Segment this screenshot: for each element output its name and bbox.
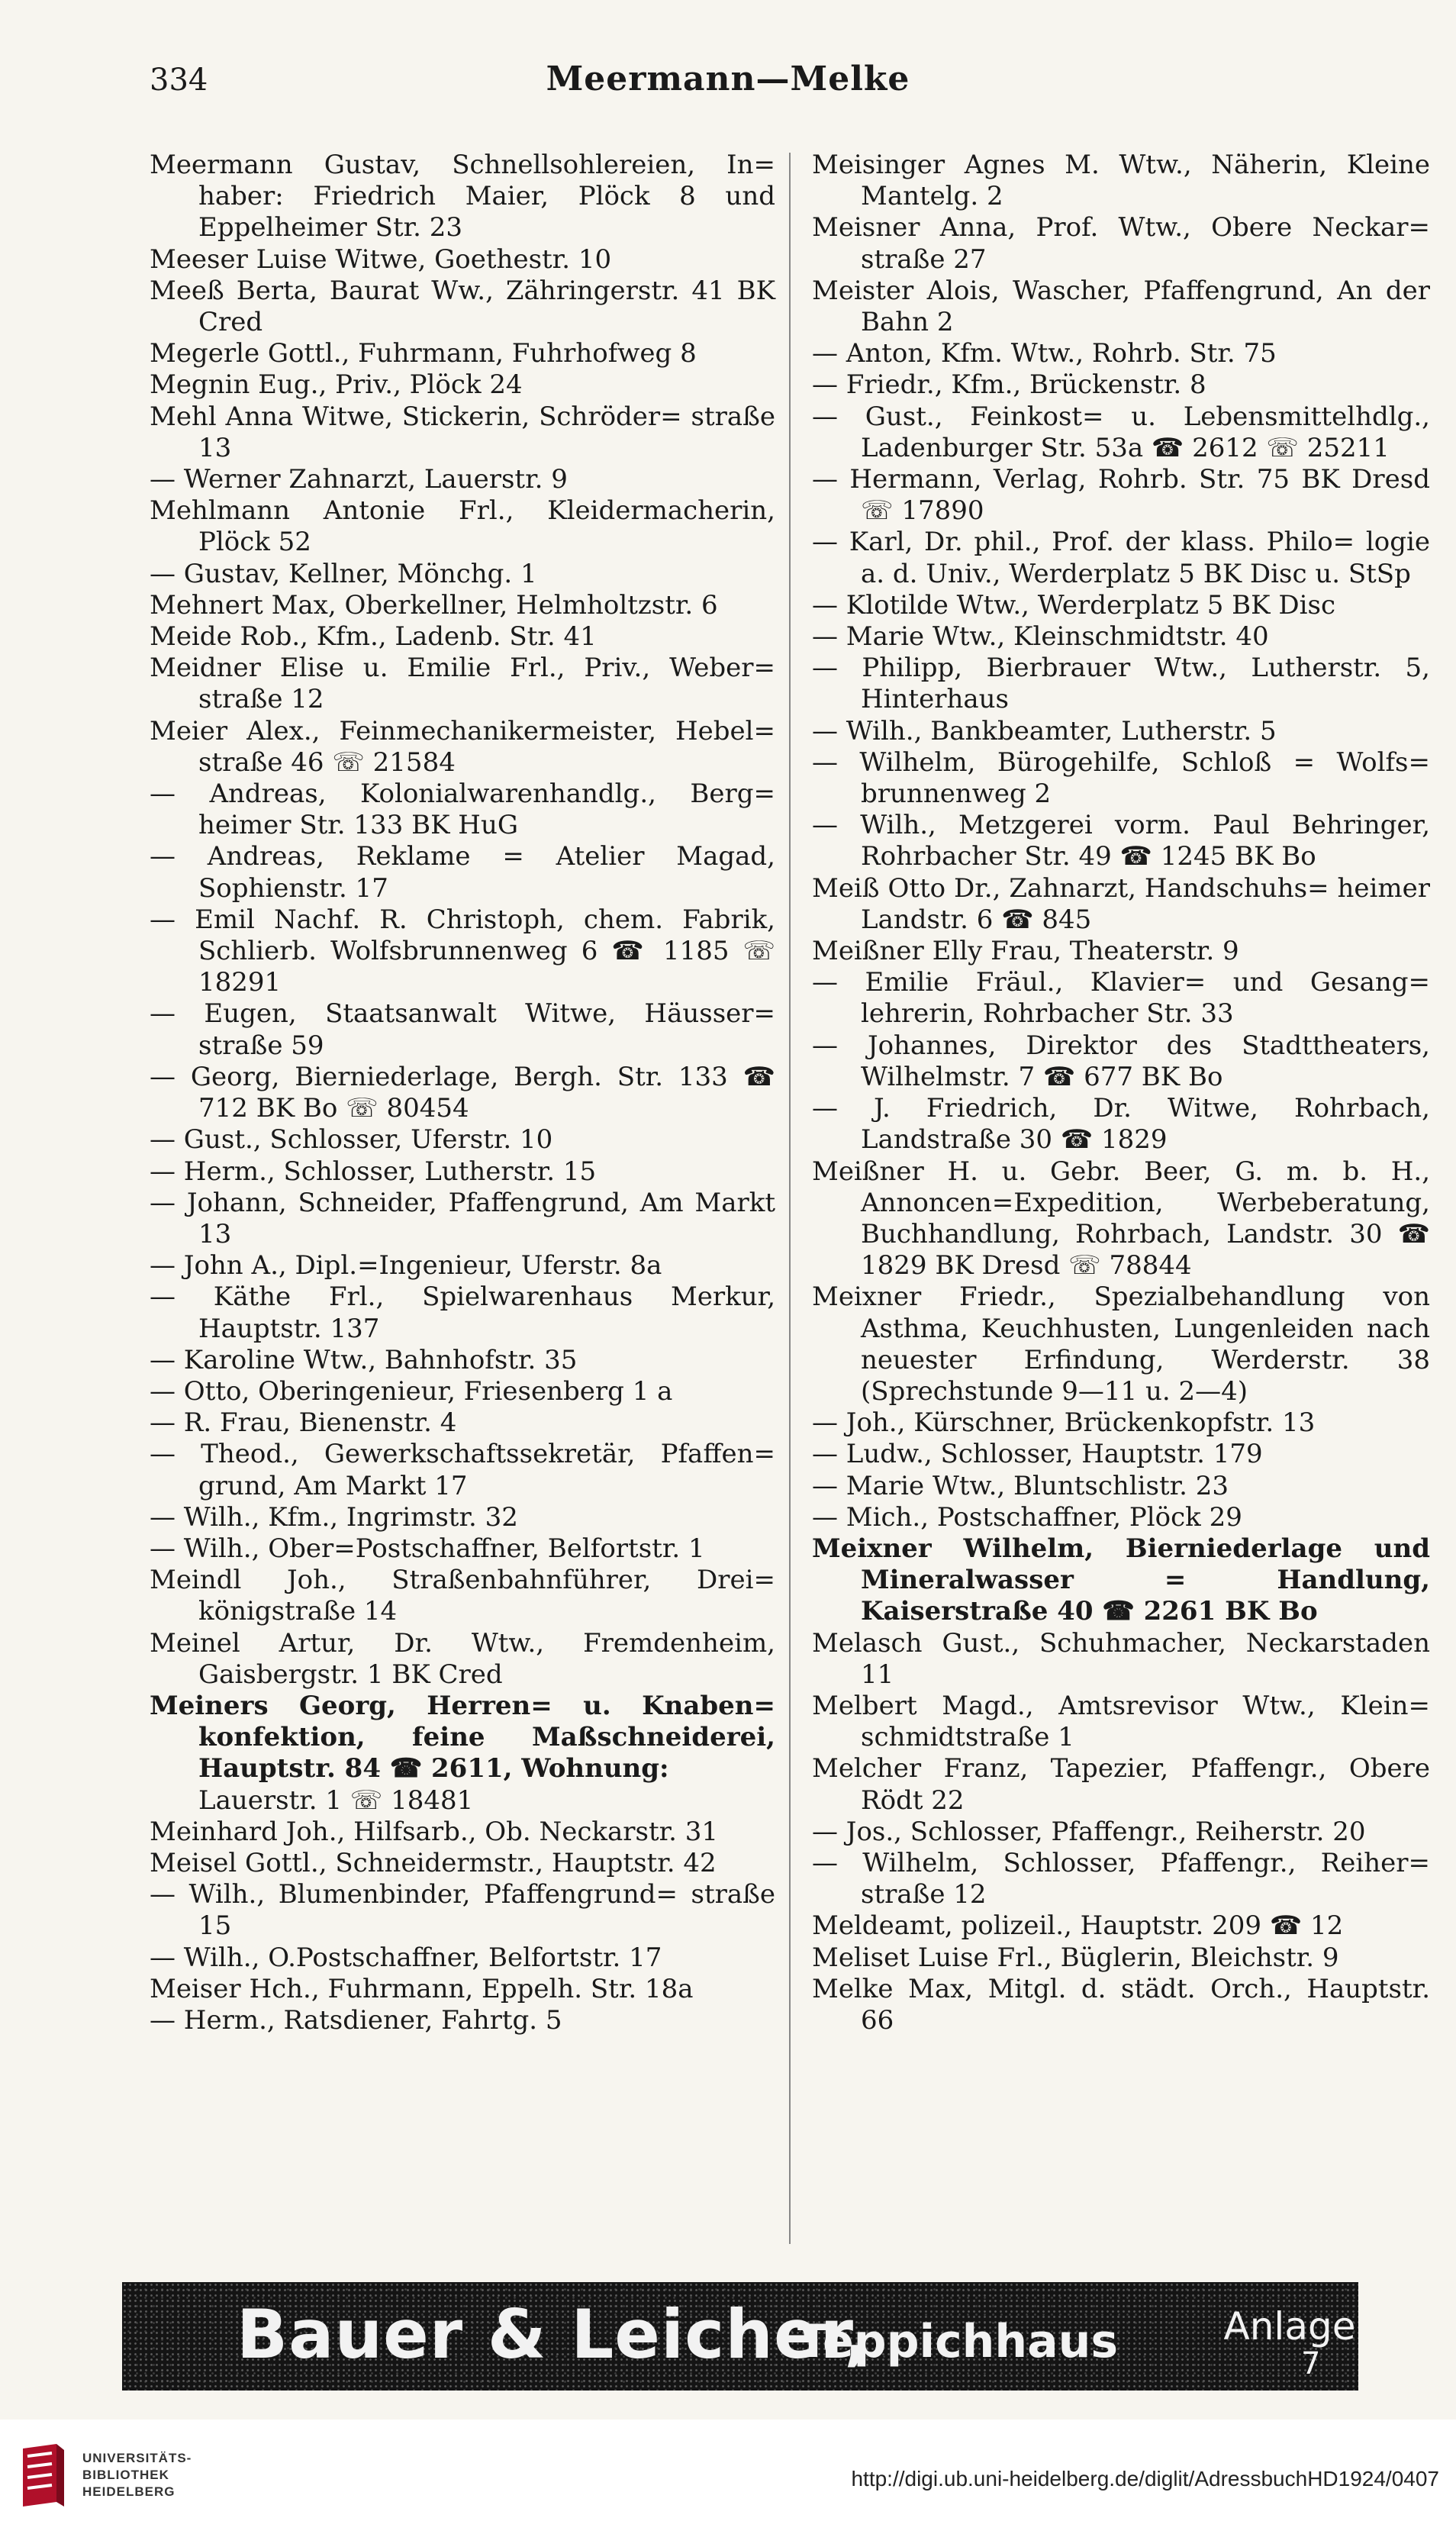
directory-entry: Meldeamt, polizeil., Hauptstr. 209 ☎ 12 xyxy=(812,1910,1344,1942)
directory-entry: Megnin Eug., Priv., Plöck 24 xyxy=(150,369,523,401)
directory-entry: — Joh., Kürschner, Brückenkopfstr. 13 xyxy=(812,1407,1316,1439)
directory-entry: — Jos., Schlosser, Pfaffengr., Reiherstr. 20 xyxy=(812,1816,1366,1847)
directory-entry: — Andreas, Reklame = Atelier Magad, Sophienstr. 17 xyxy=(150,841,784,904)
directory-entry: — Werner Zahnarzt, Lauerstr. 9 xyxy=(150,464,568,495)
directory-entry: Megerle Gottl., Fuhrmann, Fuhrhofweg 8 xyxy=(150,338,697,369)
directory-entry: — Johann, Schneider, Pfaffengrund, Am Markt 13 xyxy=(150,1187,784,1249)
logo-line-3: HEIDELBERG xyxy=(82,2484,176,2499)
directory-entry: Melbert Magd., Amtsrevisor Wtw., Klein= schmidtstraße 1 xyxy=(812,1690,1438,1753)
directory-entry: Lauerstr. 1 ☏ 18481 xyxy=(198,1784,474,1816)
directory-entry: — Wilh., Blumenbinder, Pfaffengrund= straße 15 xyxy=(150,1879,784,1942)
directory-entry: — Wilh., Bankbeamter, Lutherstr. 5 xyxy=(812,715,1277,746)
directory-entry: — Wilh., Metzgerei vorm. Paul Behringer, Rohrbacher Str. 49 ☎ 1245 BK Bo xyxy=(812,810,1438,872)
directory-entry: — Klotilde Wtw., Werderplatz 5 BK Disc xyxy=(812,589,1335,621)
logo-line-2: BIBLIOTHEK xyxy=(82,2468,169,2482)
directory-entry: Meier Alex., Feinmechanikermeister, Hebel= straße 46 ☏ 21584 xyxy=(150,715,784,778)
directory-entry: Meister Alois, Wascher, Pfaffengrund, An der Bahn 2 xyxy=(812,275,1438,338)
directory-entry: — J. Friedrich, Dr. Witwe, Rohrbach, Landstraße 30 ☎ 1829 xyxy=(812,1093,1438,1156)
directory-entry: — Herm., Schlosser, Lutherstr. 15 xyxy=(150,1156,597,1187)
source-url[interactable]: http://digi.ub.uni-heidelberg.de/diglit/AdressbuchHD1924/0407 xyxy=(851,2467,1439,2490)
directory-entry: — Herm., Ratsdiener, Fahrtg. 5 xyxy=(150,2004,562,2036)
directory-entry: — Gust., Feinkost= u. Lebensmittelhdlg., Ladenburger Str. 53a ☎ 2612 ☏ 25211 xyxy=(812,401,1438,463)
directory-entry: — Wilhelm, Bürogehilfe, Schloß = Wolfs= brunnenweg 2 xyxy=(812,746,1438,810)
directory-entry: Meisinger Agnes M. Wtw., Näherin, Kleine Mantelg. 2 xyxy=(812,150,1438,212)
directory-entry: — Emil Nachf. R. Christoph, chem. Fabrik, Schlierb. Wolfsbrunnenweg 6 ☎ 1185 ☏ 18291 xyxy=(150,904,784,998)
directory-entry: — Emilie Fräul., Klavier= und Gesang= lehrerin, Rohrbacher Str. 33 xyxy=(812,967,1438,1030)
ad-anlage-label: Anlage xyxy=(1223,2304,1356,2349)
directory-entry: — Ludw., Schlosser, Hauptstr. 179 xyxy=(812,1439,1263,1470)
directory-entry: — Karl, Dr. phil., Prof. der klass. Philo= logie a. d. Univ., Werderplatz 5 BK Disc u. StSp xyxy=(812,527,1438,589)
directory-entry: — Georg, Bierniederlage, Bergh. Str. 133 ☎ 712 BK Bo ☏ 80454 xyxy=(150,1061,784,1124)
directory-entry: — Wilh., O.Postschaffner, Belfortstr. 17 xyxy=(150,1942,662,1973)
directory-entry: Meißner H. u. Gebr. Beer, G. m. b. H., Annoncen=Expedition, Werbeberatung, Buchhandlung, Rohrbach, Landstr. 30 ☎ 1829 BK Dresd ☏ 78844 xyxy=(812,1156,1438,1282)
directory-entry: — Philipp, Bierbrauer Wtw., Lutherstr. 5, Hinterhaus xyxy=(812,653,1438,715)
directory-entry: Meiser Hch., Fuhrmann, Eppelh. Str. 18a xyxy=(150,1973,694,2004)
directory-entry: Meliset Luise Frl., Büglerin, Bleichstr. 9 xyxy=(812,1942,1339,1973)
directory-entry: — Eugen, Staatsanwalt Witwe, Häusser= straße 59 xyxy=(150,998,784,1061)
footer-bar xyxy=(0,2420,1456,2534)
directory-entry: Meiners Georg, Herren= u. Knaben= konfektion, feine Maßschneiderei, Hauptstr. 84 ☎ 2611, Wohnung: xyxy=(150,1690,784,1784)
directory-entry: Meißner Elly Frau, Theaterstr. 9 xyxy=(812,936,1239,967)
directory-entry: Melke Max, Mitgl. d. städt. Orch., Hauptstr. 66 xyxy=(812,1973,1438,2036)
directory-entry: Meixner Friedr., Spezialbehandlung von Asthma, Keuchhusten, Lungenleiden nach neuester Erfindung, Werderstr. 38 (Sprechstunde 9—11 u. 2—4) xyxy=(812,1282,1438,1407)
directory-entry: — Karoline Wtw., Bahnhofstr. 35 xyxy=(150,1344,578,1375)
directory-entry: — Otto, Oberingenieur, Friesenberg 1 a xyxy=(150,1375,673,1407)
directory-entry: — Johannes, Direktor des Stadttheaters, Wilhelmstr. 7 ☎ 677 BK Bo xyxy=(812,1030,1438,1092)
directory-entry: Meeser Luise Witwe, Goethestr. 10 xyxy=(150,243,612,275)
ad-anlage-number: 7 xyxy=(1301,2346,1321,2381)
directory-entry: Meinel Artur, Dr. Wtw., Fremdenheim, Gaisbergstr. 1 BK Cred xyxy=(150,1627,784,1690)
directory-entry: — Hermann, Verlag, Rohrb. Str. 75 BK Dresd ☏ 17890 xyxy=(812,464,1438,527)
library-logo-text xyxy=(82,2450,192,2500)
directory-entry: Meidner Elise u. Emilie Frl., Priv., Weber= straße 12 xyxy=(150,653,784,715)
directory-entry: — Friedr., Kfm., Brückenstr. 8 xyxy=(812,369,1206,401)
page-number: 334 xyxy=(150,63,208,98)
left-column xyxy=(150,150,784,2036)
directory-entry: Mehlmann Antonie Frl., Kleidermacherin, Plöck 52 xyxy=(150,495,784,558)
column-divider xyxy=(789,153,791,2244)
directory-entry: — Gust., Schlosser, Uferstr. 10 xyxy=(150,1124,553,1156)
directory-entry: Meisner Anna, Prof. Wtw., Obere Neckar= straße 27 xyxy=(812,212,1438,275)
directory-entry: — Theod., Gewerkschaftssekretär, Pfaffen= grund, Am Markt 17 xyxy=(150,1439,784,1501)
logo-line-1: UNIVERSITÄTS- xyxy=(82,2451,192,2465)
library-logo-icon xyxy=(17,2441,69,2510)
directory-entry: — Anton, Kfm. Wtw., Rohrb. Str. 75 xyxy=(812,338,1277,369)
advertisement-banner xyxy=(122,2282,1358,2391)
directory-entry: Meide Rob., Kfm., Ladenb. Str. 41 xyxy=(150,621,597,653)
directory-entry: Mehl Anna Witwe, Stickerin, Schröder= straße 13 xyxy=(150,401,784,463)
directory-entry: — Wilhelm, Schlosser, Pfaffengr., Reiher= straße 12 xyxy=(812,1847,1438,1910)
directory-entry: Mehnert Max, Oberkellner, Helmholtzstr. 6 xyxy=(150,589,718,621)
directory-entry: — Marie Wtw., Bluntschlistr. 23 xyxy=(812,1470,1229,1501)
directory-entry: — Wilh., Kfm., Ingrimstr. 32 xyxy=(150,1501,518,1533)
directory-entry: Melcher Franz, Tapezier, Pfaffengr., Obere Rödt 22 xyxy=(812,1753,1438,1816)
ad-business-type: Teppichhaus xyxy=(797,2315,1119,2368)
directory-entry: — John A., Dipl.=Ingenieur, Uferstr. 8a xyxy=(150,1250,662,1282)
directory-entry: — Gustav, Kellner, Mönchg. 1 xyxy=(150,558,537,589)
directory-entry: Meeß Berta, Baurat Ww., Zähringerstr. 41 BK Cred xyxy=(150,275,784,338)
directory-entry: Melasch Gust., Schuhmacher, Neckarstaden 11 xyxy=(812,1627,1438,1690)
directory-entry: — Andreas, Kolonialwarenhandlg., Berg= heimer Str. 133 BK HuG xyxy=(150,779,784,841)
ad-company-name: Bauer & Leicher, xyxy=(237,2295,871,2374)
directory-entry: Meermann Gustav, Schnellsohlereien, In= haber: Friedrich Maier, Plöck 8 und Eppelheimer Str. 23 xyxy=(150,150,784,243)
directory-entry: Meindl Joh., Straßenbahnführer, Drei= königstraße 14 xyxy=(150,1565,784,1627)
directory-entry: Meinhard Joh., Hilfsarb., Ob. Neckarstr. 31 xyxy=(150,1816,719,1847)
directory-entry: — Marie Wtw., Kleinschmidtstr. 40 xyxy=(812,621,1269,653)
right-column xyxy=(812,150,1439,2036)
directory-entry: — Wilh., Ober=Postschaffner, Belfortstr. 1 xyxy=(150,1533,705,1564)
directory-entry: — Mich., Postschaffner, Plöck 29 xyxy=(812,1501,1242,1533)
directory-entry: Meiß Otto Dr., Zahnarzt, Handschuhs= heimer Landstr. 6 ☎ 845 xyxy=(812,872,1438,935)
directory-entry: — Käthe Frl., Spielwarenhaus Merkur, Hauptstr. 137 xyxy=(150,1282,784,1344)
directory-entry: — R. Frau, Bienenstr. 4 xyxy=(150,1407,457,1439)
page-header-title: Meermann—Melke xyxy=(546,60,910,98)
directory-entry: Meisel Gottl., Schneidermstr., Hauptstr. 42 xyxy=(150,1847,717,1878)
directory-entry: Meixner Wilhelm, Bierniederlage und Mineralwasser = Handlung, Kaiserstraße 40 ☎ 2261 BK Bo xyxy=(812,1533,1439,1627)
